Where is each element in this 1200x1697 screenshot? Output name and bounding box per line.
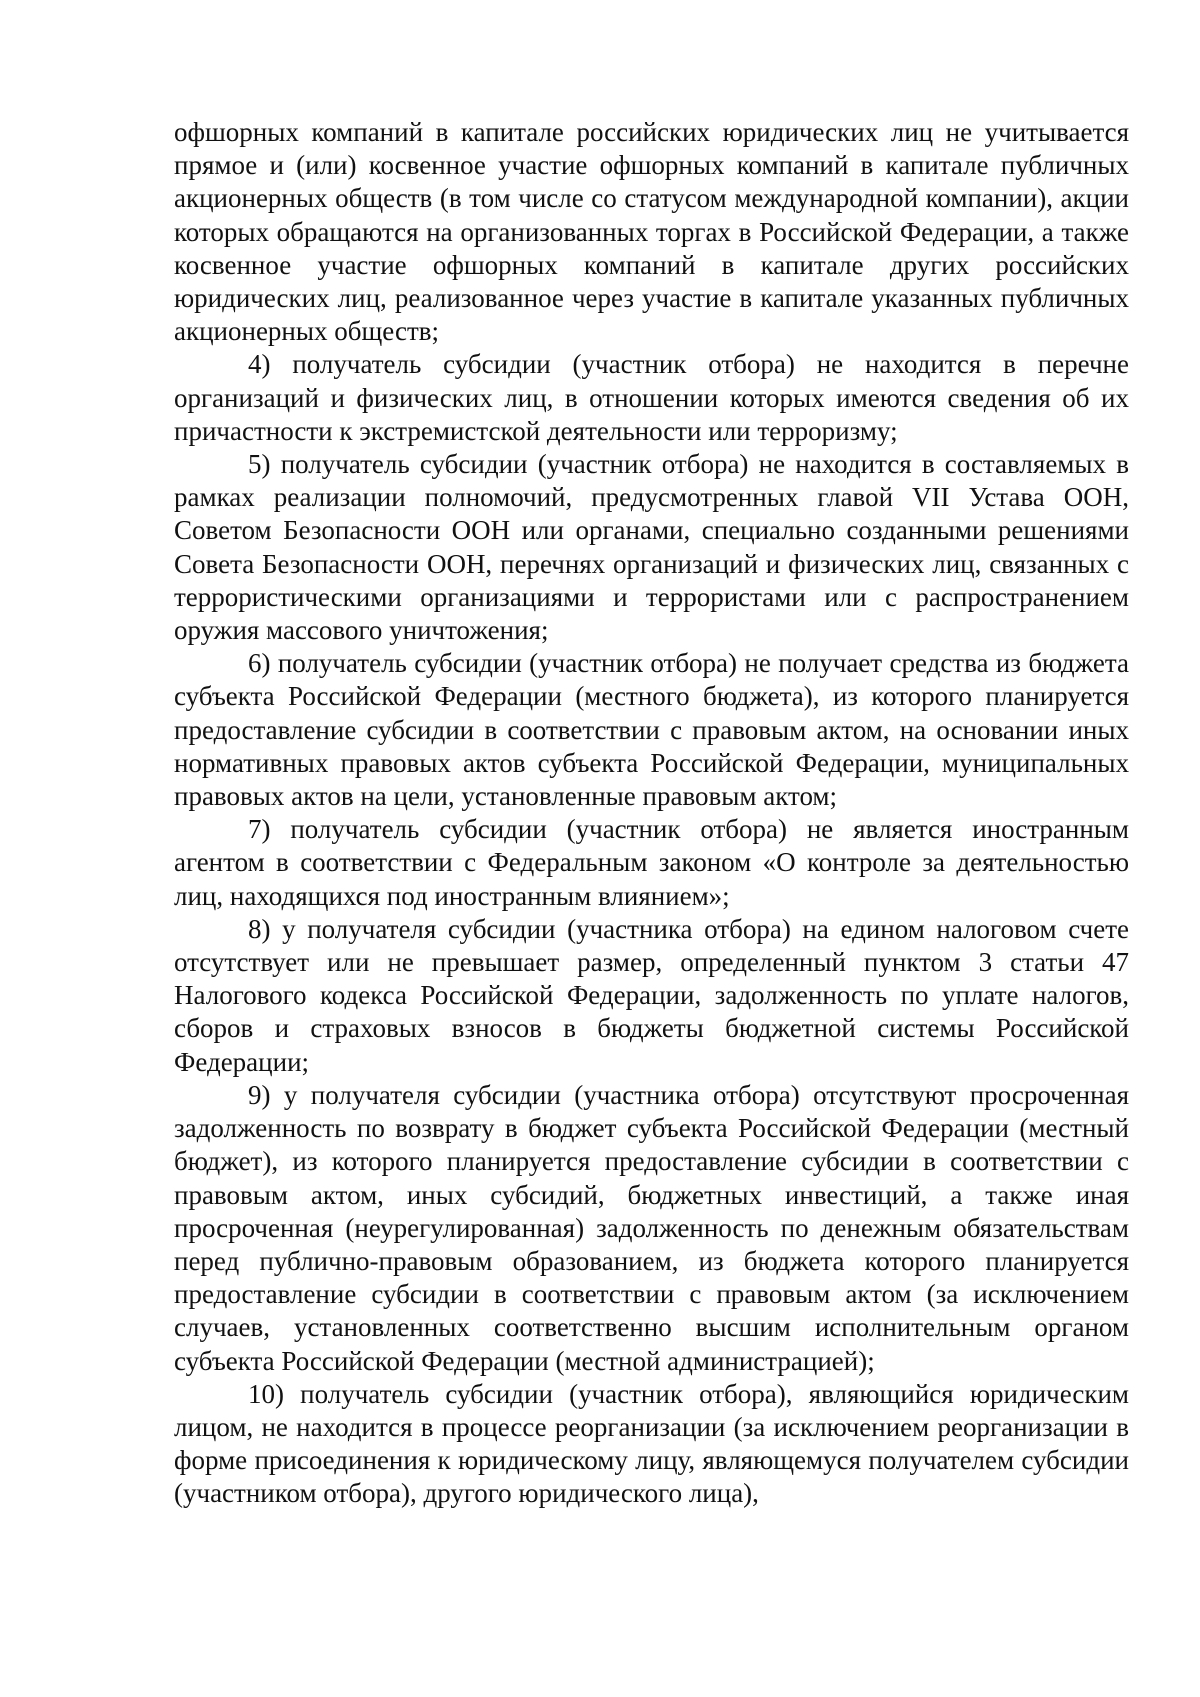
paragraph-item-6: 6) получатель субсидии (участник отбора) не получает средства из бюджета субъекта Российской Федерации (местного бюджета), из которого планируется предоставление субсидии в соответствии с правовым актом, на основании иных нормативных правовых актов субъекта Российской Федерации, муниципальных правовых актов на цели, установленные правовым актом; — [174, 648, 1129, 812]
paragraph-item-9: 9) у получателя субсидии (участника отбора) отсутствуют просроченная задолженность по возврату в бюджет субъекта Российской Федерации (местный бюджет), из которого планируется предоставление субсидии в соответствии с правовым актом, иных субсидий, бюджетных инвестиций, а также иная просроченная (неурегулированная) задолженность по денежным обязательствам перед публично-правовым образованием, из бюджета которого планируется предоставление субсидии в соответствии с правовым актом (за исключением случаев, установленных соответственно высшим исполнительным органом субъекта Российской Федерации (местной администрацией); — [174, 1079, 1129, 1376]
paragraph-continuation: офшорных компаний в капитале российских юридических лиц не учитывается прямое и (или) косвенное участие офшорных компаний в капитале публичных акционерных обществ (в том числе со статусом международной компании), акции которых обращаются на организованных торгах в Российской Федерации, а также косвенное участие офшорных компаний в капитале других российских юридических лиц, реализованное через участие в капитале указанных публичных акционерных обществ; — [174, 117, 1129, 347]
paragraph-item-8: 8) у получателя субсидии (участника отбора) на едином налоговом счете отсутствует или не превышает размер, определенный пунктом 3 статьи 47 Налогового кодекса Российской Федерации, задолженность по уплате налогов, сборов и страховых взносов в бюджеты бюджетной системы Российской Федерации; — [174, 913, 1129, 1077]
paragraph-item-7: 7) получатель субсидии (участник отбора) не является иностранным агентом в соответствии с Федеральным законом «О контроле за деятельностью лиц, находящихся под иностранным влиянием»; — [174, 814, 1129, 911]
paragraph-item-10: 10) получатель субсидии (участник отбора), являющийся юридическим лицом, не находится в процессе реорганизации (за исключением реорганизации в форме присоединения к юридическому лицу, являющемуся получателем субсидии (участником отбора), другого юридического лица), — [174, 1378, 1129, 1509]
paragraph-item-4: 4) получатель субсидии (участник отбора) не находится в перечне организаций и физических лиц, в отношении которых имеются сведения об их причастности к экстремистской деятельности или терроризму; — [174, 349, 1129, 446]
document-body — [174, 116, 1129, 1511]
paragraph-item-5: 5) получатель субсидии (участник отбора) не находится в составляемых в рамках реализации полномочий, предусмотренных главой VII Устава ООН, Советом Безопасности ООН или органами, специально созданными решениями Совета Безопасности ООН, перечнях организаций и физических лиц, связанных с террористическими организациями и террористами или с распространением оружия массового уничтожения; — [174, 449, 1129, 646]
